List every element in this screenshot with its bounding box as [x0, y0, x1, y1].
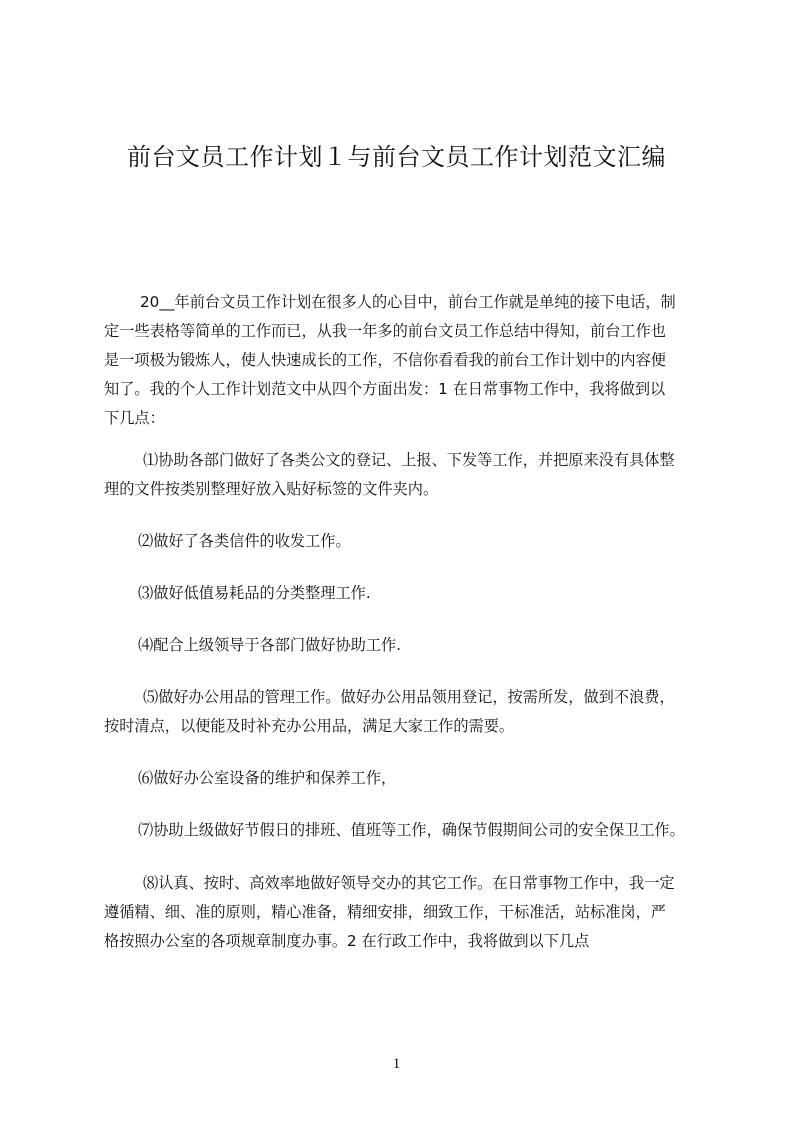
page-number: 1 — [392, 1056, 401, 1072]
text-line: 定一些表格等简单的工作而已，从我一年多的前台文员工作总结中得知，前台工作也 — [104, 322, 666, 340]
list-item-6 — [104, 764, 719, 793]
list-item-8 — [104, 869, 719, 956]
list-item-5 — [104, 683, 719, 741]
text-line: 格按照办公室的各项规章制度办事。2 在行政工作中，我将做到以下几点 — [104, 932, 590, 950]
list-item-1 — [104, 446, 719, 504]
text-line: ⑹做好办公室设备的维护和保养工作， — [138, 769, 397, 787]
text-line: 是一项极为锻炼人，使人快速成长的工作，不信你看看我的前台工作计划中的内容便 — [104, 351, 666, 369]
text-line: ⑶做好低值易耗品的分类整理工作. — [138, 584, 371, 602]
text-line: ⑴协助各部门做好了各类公文的登记、上报、下发等工作，并把原来没有具体整 — [143, 451, 675, 469]
intro-paragraph — [104, 288, 719, 433]
text-line: 理的文件按类别整理好放入贴好标签的文件夹内。 — [104, 480, 439, 498]
text-line: ⑸做好办公用品的管理工作。做好办公用品领用登记，按需所发，做到不浪费， — [143, 688, 675, 706]
text-line: ⑺协助上级做好节假日的排班、值班等工作，确保节假期间公司的安全保卫工作。 — [138, 821, 685, 839]
text-line: ⑷配合上级领导于各部门做好协助工作. — [138, 636, 402, 654]
list-item-7 — [104, 816, 724, 845]
list-item-3 — [104, 579, 719, 608]
text-line: ⑻认真、按时、高效率地做好领导交办的其它工作。在日常事物工作中，我一定 — [143, 874, 675, 892]
list-item-4 — [104, 631, 719, 660]
text-line: 下几点： — [104, 409, 165, 427]
text-line: 知了。我的个人工作计划范文中从四个方面出发：1 在日常事物工作中，我将做到以 — [104, 380, 666, 398]
text-line: ⑵做好了各类信件的收发工作。 — [138, 532, 351, 550]
document-title: 前台文员工作计划１与前台文员工作计划范文汇编 — [127, 143, 666, 171]
text-line: 遵循精、细、准的原则，精心准备，精细安排，细致工作，干标准活，站标准岗，严 — [104, 903, 666, 921]
text-line: 按时清点，以便能及时补充办公用品，满足大家工作的需要。 — [104, 717, 515, 735]
text-line: 20__年前台文员工作计划在很多人的心目中，前台工作就是单纯的接下电话，制 — [140, 293, 676, 311]
list-item-2 — [104, 527, 719, 556]
